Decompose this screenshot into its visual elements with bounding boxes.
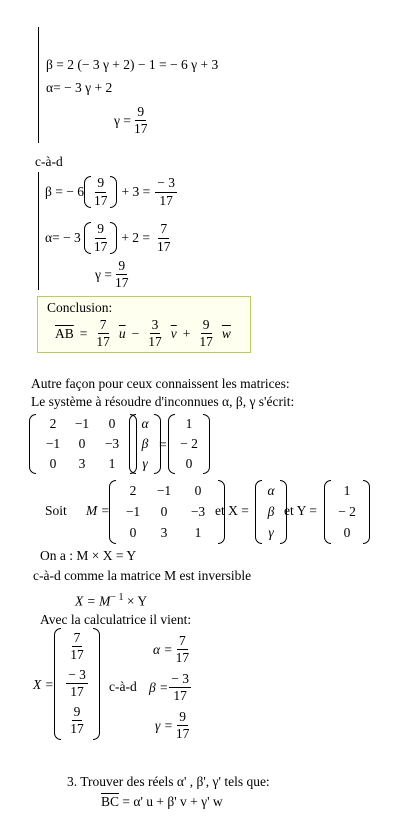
conclusion-title: Conclusion: <box>47 300 113 315</box>
matrix-cell: α <box>267 482 275 498</box>
vector-x <box>255 480 287 544</box>
sys1-gamma-num: 9 <box>135 105 146 121</box>
equals-sign: = <box>79 325 88 341</box>
sys2-alpha-row <box>45 222 174 254</box>
matrix-cell: −1 <box>125 503 141 519</box>
matrix-bracket-left <box>54 628 61 740</box>
matrix-cell: 2 <box>49 416 57 431</box>
coef-v-den: 17 <box>148 334 162 350</box>
vector-x-cells <box>136 414 154 474</box>
coef-w-num: 9 <box>201 318 212 334</box>
matrix-bracket-left <box>255 480 262 544</box>
matrix-bracket-left <box>129 414 136 474</box>
conclusion-box <box>37 296 251 353</box>
fraction-numerator: 7 <box>72 631 83 647</box>
coef-u-den: 17 <box>96 334 110 350</box>
sys2-alpha-lhs: α= − 3 <box>45 230 81 246</box>
minus-sign: − <box>131 325 140 341</box>
matrix-cell: 0 <box>78 436 86 451</box>
sys2-alpha-fraction <box>92 222 110 253</box>
matrix-m-cells <box>116 480 218 544</box>
matrix-bracket-right <box>93 628 100 740</box>
coef-u-num: 7 <box>98 318 109 334</box>
conclusion-equation <box>55 318 231 349</box>
matrix-cell: 0 <box>185 456 193 471</box>
sys2-gamma-lhs: γ = <box>95 266 112 282</box>
matrix-cell: 0 <box>129 524 137 540</box>
system2-brace <box>38 172 43 290</box>
cad-label-1: c-à-d <box>35 154 63 169</box>
vector-y2-cells <box>331 480 363 544</box>
sys2-beta-rnum: − 3 <box>155 176 177 192</box>
vector-u: $\overline{u}$ <box>118 325 126 341</box>
vector-y <box>324 480 370 544</box>
matrix-cell: −1 <box>156 482 172 498</box>
vector-v: $\overline{v}$ <box>170 325 177 341</box>
sys2-alpha-mid: + 2 = <box>121 230 151 246</box>
sys2-beta-row <box>45 176 178 208</box>
sys1-gamma-fraction <box>132 105 150 136</box>
x-result-fraction <box>66 668 88 699</box>
matrix-cell: −1 <box>74 416 90 431</box>
sys2-beta-num: 9 <box>95 176 106 192</box>
beta-den: 17 <box>173 688 187 704</box>
sys2-alpha-num: 9 <box>95 222 106 238</box>
matrix-cell: β <box>267 503 275 519</box>
gamma-result: γ = $\frac{9}{17}$ <box>155 709 190 742</box>
fraction-denominator: 17 <box>70 684 84 699</box>
paren-left <box>84 176 91 208</box>
paren-left <box>84 222 91 254</box>
matrix-intro-1: Autre façon pour ceux connaissent les matrices: <box>31 376 290 391</box>
gamma-num: 9 <box>177 710 188 726</box>
m-equals: M = <box>86 503 110 518</box>
matrix-bracket-left <box>168 414 175 474</box>
sys1-gamma-equation <box>114 105 150 136</box>
equals-sign: = <box>159 437 167 452</box>
matrix-cell: γ <box>268 524 274 540</box>
question-3-equation <box>101 795 223 809</box>
matrix-cell: −3 <box>190 503 206 519</box>
gamma-fraction <box>174 710 192 741</box>
cad-label-2: c-à-d comme la matrice M est inversible <box>33 568 252 583</box>
matrix-bracket-left <box>109 480 116 544</box>
fraction-numerator: − 3 <box>66 668 88 684</box>
paren-right <box>110 222 117 254</box>
matrix-cell: 3 <box>78 456 86 471</box>
x-result-lhs: X = <box>33 677 54 692</box>
vector-ab: $\overline{AB}$ <box>55 325 74 341</box>
sys2-gamma-den: 17 <box>114 275 129 291</box>
matrix-intro-2: Le système à résoudre d'inconnues α, β, γ s'écrit: <box>31 394 295 409</box>
x-result-fraction <box>68 631 86 662</box>
sys2-beta-mid: + 3 = <box>121 184 151 200</box>
sys2-alpha-rnum: 7 <box>158 222 169 238</box>
alpha-result: α = $\frac{7}{17}$ <box>153 633 190 666</box>
sys2-beta-lhs: β = − 6 <box>45 184 84 200</box>
sys2-beta-den: 17 <box>93 192 108 208</box>
x-result-vector <box>54 628 100 740</box>
coef-v-fraction <box>146 318 164 349</box>
matrix-bracket-right <box>363 480 370 544</box>
coef-u-fraction <box>94 318 112 349</box>
sys2-alpha-den: 17 <box>93 238 108 254</box>
cad-label-3: c-à-d <box>109 679 137 694</box>
x-result-fraction <box>68 705 86 736</box>
plus-sign: + <box>182 325 191 341</box>
sys1-gamma-lhs: γ = <box>114 112 131 128</box>
sys1-gamma-den: 17 <box>133 121 148 137</box>
matrix-bracket-left <box>324 480 331 544</box>
beta-num: − 3 <box>169 672 191 688</box>
ona-statement: On a : M × X = Y <box>40 548 137 563</box>
sys2-gamma-num: 9 <box>116 259 127 275</box>
matrix-cell: 0 <box>194 482 202 498</box>
et-x-label: et X = <box>215 503 249 518</box>
vector-y-cells <box>175 414 203 474</box>
fraction-denominator: 17 <box>70 721 84 736</box>
matrix-m <box>109 480 225 544</box>
vector-w: $\overline{w}$ <box>221 325 231 341</box>
matrix-cell: −3 <box>104 436 120 451</box>
vector-bc: $\overline{BC}$ <box>101 794 120 809</box>
coef-w-fraction <box>197 318 215 349</box>
coef-w-den: 17 <box>199 334 213 350</box>
gamma-den: 17 <box>175 726 190 742</box>
alpha-num: 7 <box>177 634 188 650</box>
matrix-cell: − 2 <box>338 503 356 519</box>
vector-x-col <box>129 414 161 474</box>
matrix-cell: 1 <box>185 416 193 431</box>
matrix-cell: 2 <box>129 482 137 498</box>
fraction-numerator: 9 <box>72 705 83 721</box>
matrix-cell: − 2 <box>180 436 198 451</box>
matrix-a <box>29 414 137 474</box>
question-3-title: 3. Trouver des réels α' , β', γ' tels que: <box>67 774 270 789</box>
alpha-fraction <box>174 634 192 665</box>
paren-right <box>110 176 117 208</box>
matrix-cell: γ <box>142 456 148 471</box>
sys2-alpha-rden: 17 <box>157 238 171 254</box>
matrix-cell: 1 <box>194 524 202 540</box>
beta-result: β = $\frac{- 3}{17}$ <box>149 671 189 704</box>
matrix-cell: α <box>141 416 149 431</box>
matrix-cell: 3 <box>160 524 168 540</box>
matrix-cell: 0 <box>160 503 168 519</box>
matrix-cell: −1 <box>45 436 61 451</box>
sys2-beta-rden: 17 <box>159 192 173 208</box>
system1-brace <box>38 27 43 143</box>
sys2-gamma-row <box>95 259 131 290</box>
beta-fraction <box>169 672 191 703</box>
soit-label: Soit <box>45 503 67 518</box>
matrix-cell: β <box>141 436 149 451</box>
sys2-beta-fraction <box>92 176 110 207</box>
alpha-den: 17 <box>175 650 190 666</box>
matrix-cell: 1 <box>108 456 116 471</box>
sys1-beta-equation: β = 2 (− 3 γ + 2) − 1 = − 6 γ + 3 <box>46 57 219 72</box>
fraction-denominator: 17 <box>70 647 84 662</box>
matrix-cell: 1 <box>343 482 351 498</box>
sys2-beta-result <box>155 176 177 207</box>
x-inverse-equation: $X = M^{- 1} \times Y$ <box>75 592 148 609</box>
matrix-cell: 0 <box>49 456 57 471</box>
x-result-cells <box>61 628 93 740</box>
matrix-bracket-left <box>29 414 36 474</box>
sys2-gamma-fraction <box>113 259 131 290</box>
matrix-cell: 0 <box>343 524 351 540</box>
matrix-bracket-right <box>203 414 210 474</box>
matrix-a-cells <box>36 414 130 474</box>
matrix-cell: 0 <box>108 416 116 431</box>
calc-statement: Avec la calculatrice il vient: <box>40 612 192 627</box>
sys2-alpha-result <box>155 222 173 253</box>
vector-y-col <box>168 414 210 474</box>
vector-x2-cells <box>262 480 280 544</box>
sys1-alpha-equation: α= − 3 γ + 2 <box>46 80 113 95</box>
coef-v-num: 3 <box>150 318 161 334</box>
q3-rhs: = α' u + β' v + γ' w <box>122 794 223 809</box>
et-y-label: et Y = <box>284 503 317 518</box>
